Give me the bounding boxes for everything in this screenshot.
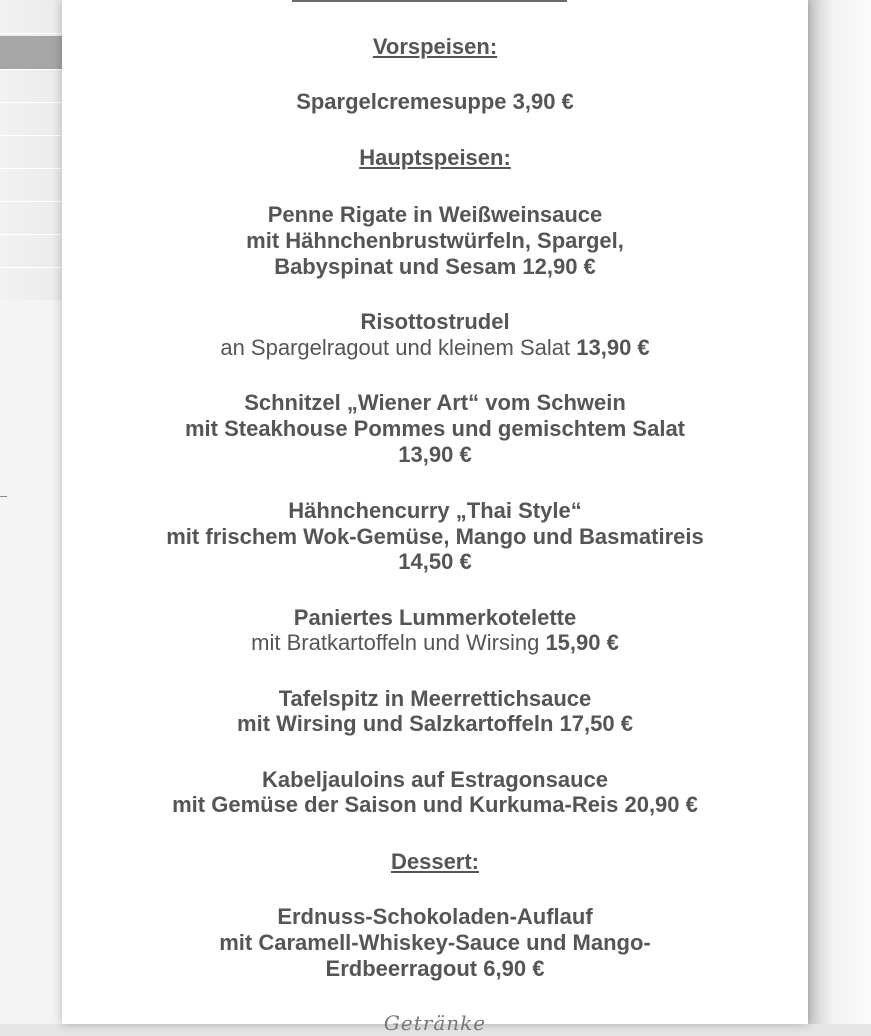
dish3-desc: mit Steakhouse Pommes und gemischtem Salat bbox=[184, 416, 686, 441]
dish5-desc-line bbox=[62, 630, 808, 656]
nav-item[interactable] bbox=[0, 102, 62, 136]
starter-item bbox=[62, 89, 808, 115]
dessert-heading bbox=[62, 849, 808, 875]
dish-price: 17,50 € bbox=[559, 711, 633, 736]
dish-price: 15,90 € bbox=[545, 630, 619, 655]
dish-price: 12,90 € bbox=[522, 254, 596, 279]
dish-desc: Erdbeerragout bbox=[325, 956, 478, 981]
nav-item[interactable] bbox=[0, 0, 62, 34]
nav-item[interactable] bbox=[0, 69, 62, 103]
dish2-name: Risottostrudel bbox=[360, 309, 510, 334]
dish6-desc-line bbox=[62, 711, 808, 737]
nav-item[interactable] bbox=[0, 201, 62, 235]
section-heading: Vorspeisen: bbox=[372, 34, 498, 59]
dish-desc: an Spargelragout und kleinem Salat bbox=[220, 335, 571, 360]
dessert-name: Erdnuss-Schokoladen-Auflauf bbox=[277, 904, 593, 929]
dish5-name: Paniertes Lummerkotelette bbox=[293, 605, 577, 630]
nav-item[interactable] bbox=[0, 267, 62, 301]
divider bbox=[0, 496, 7, 497]
dish-desc: mit Gemüse der Saison und Kurkuma-Reis bbox=[172, 792, 619, 817]
menu-document bbox=[62, 0, 808, 1035]
dish3-name: Schnitzel „Wiener Art“ vom Schwein bbox=[244, 390, 626, 415]
starter-heading bbox=[62, 34, 808, 60]
dish-price: 13,90 € bbox=[576, 335, 650, 360]
dish-desc: mit Wirsing und Salzkartoffeln bbox=[237, 711, 554, 736]
dish-desc: mit Bratkartoffeln und Wirsing bbox=[251, 630, 540, 655]
dish4-price: 14,50 € bbox=[398, 549, 472, 574]
left-panel-body bbox=[0, 300, 62, 1024]
dish1-line2: mit Hähnchenbrustwürfeln, Spargel, bbox=[246, 228, 624, 253]
left-navigation-panel bbox=[0, 0, 62, 1024]
nav-item-active[interactable] bbox=[0, 36, 62, 70]
dessert-line2: mit Caramell-Whiskey-Sauce und Mango- bbox=[219, 930, 651, 955]
section-heading: Dessert: bbox=[390, 849, 480, 874]
dish4-desc: mit frischem Wok-Gemüse, Mango und Basmatireis bbox=[166, 524, 704, 549]
dessert-line3 bbox=[62, 956, 808, 982]
dish3-price: 13,90 € bbox=[398, 442, 472, 467]
section-heading: Hauptspeisen: bbox=[359, 145, 511, 170]
dish7-desc-line bbox=[62, 792, 808, 818]
divider bbox=[292, 0, 567, 2]
dish-desc: Babyspinat und Sesam bbox=[274, 254, 517, 279]
main-heading bbox=[62, 145, 808, 171]
dish-price: 3,90 € bbox=[512, 89, 574, 114]
dish-price: 20,90 € bbox=[624, 792, 698, 817]
right-margin bbox=[808, 0, 871, 1024]
nav-item[interactable] bbox=[0, 168, 62, 202]
dish1-line1: Penne Rigate in Weißweinsauce bbox=[267, 202, 603, 227]
drinks-heading: Getränke bbox=[383, 1011, 487, 1035]
dish7-name: Kabeljauloins auf Estragonsauce bbox=[262, 767, 608, 792]
dish1-line3 bbox=[62, 254, 808, 280]
dish2-desc-line bbox=[62, 335, 808, 361]
dish4-name: Hähnchencurry „Thai Style“ bbox=[288, 498, 582, 523]
nav-item[interactable] bbox=[0, 135, 62, 169]
dish-name: Spargelcremesuppe bbox=[296, 89, 507, 114]
dish-price: 6,90 € bbox=[483, 956, 545, 981]
dish6-name: Tafelspitz in Meerrettichsauce bbox=[278, 686, 592, 711]
nav-item[interactable] bbox=[0, 234, 62, 268]
